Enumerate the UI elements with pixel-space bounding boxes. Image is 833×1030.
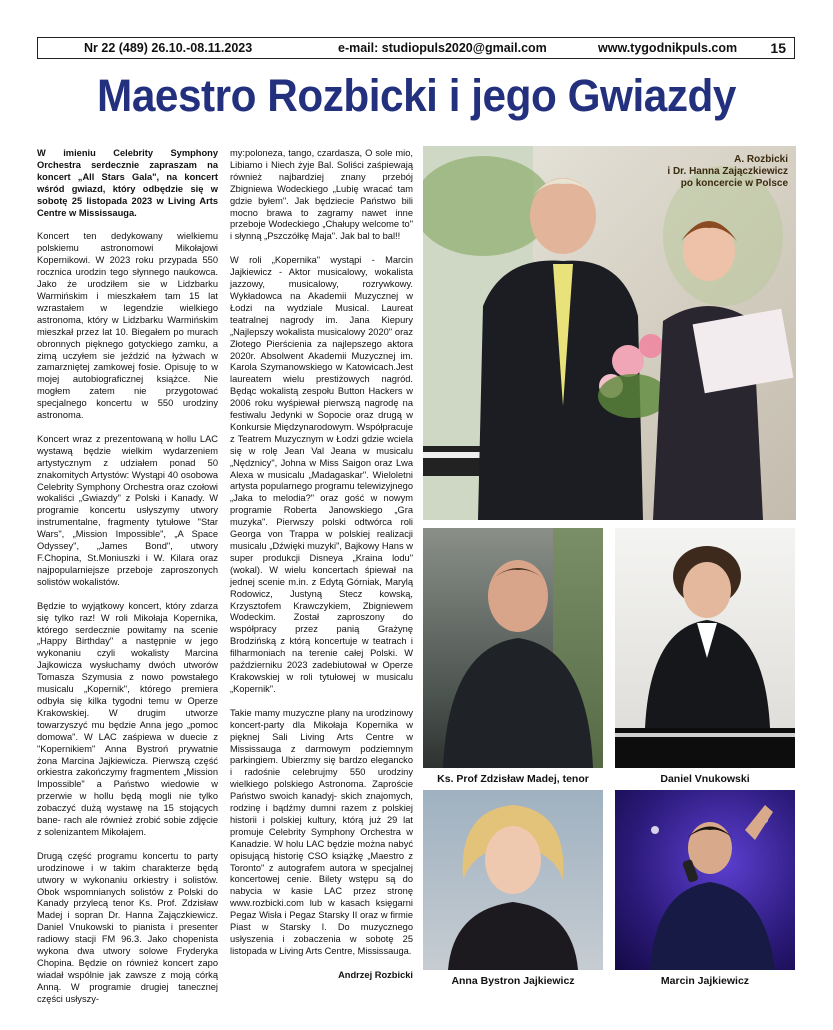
- main-photo: [423, 146, 796, 520]
- caption-anna: Anna Bystron Jajkiewicz: [451, 975, 575, 987]
- photo-anna: [423, 790, 603, 970]
- lead-paragraph: W imieniu Celebrity Symphony Orchestra serdecznie zapraszam na koncert „All Stars Gala", na koncert wśród gwiazd, który odbędzie się w sobotę 25 listopada 2023 w Living Arts Centre w Mississauga.: [37, 148, 218, 218]
- caption-vnukowski: Daniel Vnukowski: [660, 773, 750, 785]
- website-link[interactable]: www.tygodnikpuls.com: [598, 41, 738, 55]
- paragraph: W roli „Kopernika" wystąpi - Marcin Jajkiewicz - Aktor musicalowy, wokalista jazzowy, musicalowy, rozrywkowy. Wykładowca na Akademii Muzycznej w Łodzi na wydziale Musical. Laureat teatralnej nagrody im. Jana Kiepury „Najlepszy wokalista musicalowy 2020" oraz Złotego Pierścienia za najlepszego aktora 2020r. Absolwent Akademii Muzycznej im. Karola Szymanowskiego w Katowicach.Jest laureatem wielu prestiżowych nagród. Będąc wokalistą zespołu Button Hackers w 2006 roku wyśpiewał pierwszą nagrodę na festiwalu Jedynki w Sopocie oraz drugą w Konkursie Międzynarodowym. Współpracuje z Teatrem Muzycznym w Łodzi gdzie wciela się w rolę Jean Val Jeana w musicalu „Nędznicy", Johna w Miss Saigon oraz Lwa Alexa w musicalu „Madagaskar". Wieloletni artysta popularnego programu telewizyjnego „Jaka to melodia?" oraz gość w nowym programie Roberta Janowskiego „Gra muzyka". Pierwszy polski odtwórca roli Georga von Trappa w polskiej realizacji musicalu „Dźwięki muzyki", Bajkowy Hans w super produkcji Disneya „Kraina lodu" (wokal). W wielu koncertach śpiewał na jednej scenie m.in. z Edytą Górniak, Marylą Rodowicz, Justyną Stecz kowską, Krzysztofem Krawczykiem, Zbigniewem Wodeckim. Został zaproszony do współpracy przez panią Grażynę Brodzińską z którą koncertuje w teatrach i filharmoniach na terenie całej Polski. W październiku 2023 zadebiutował w Operze Krakowskiej w roli tytułowej w musicalu „Kopernik".: [230, 255, 413, 694]
- issue-number: Nr 22 (489) 26.10.-08.11.2023: [84, 41, 253, 55]
- paragraph: my:poloneza, tango, czardasza, O sole mio, Libiamo i Niech żyje Bal. Soliści zaśpiewają również najbardziej znany przebój Zbigniewa Wodeckiego „Lubię wracać tam gdzie byłem". Jak będziecie Państwo bili mocno brawa to zagramy nawet inne przeboje Wodeckiego „Chałupy welcome to" i słynną „Pszczółkę Maja". Jak bal to bal!!: [230, 148, 413, 242]
- photo-madej: [423, 528, 603, 768]
- text-column-2: [230, 148, 413, 982]
- caption-line: po koncercie w Polsce: [680, 178, 788, 189]
- paragraph: Koncert wraz z prezentowaną w hollu LAC wystawą będzie wielkim wydarzeniem artystycznym z udziałem ponad 50 znakomitych Artystów: Wystąpi 40 osobowa Celebrity Symphony Orchestra oraz czołowi wokaliści „Gwiazdy" z Polski i Kanady. W programie koncertu usłyszymy utwory instrumentalne, fragmenty tytułowe "Star Wars", „Mission Impossible", „A Space Odyssey", „James Bond", utwory F.Chopina, St.Moniuszki i W. Kilara oraz najpopularniejsze przeboje zaproszonych solistów wokalistów.: [37, 433, 218, 587]
- caption-marcin: Marcin Jajkiewicz: [660, 975, 750, 987]
- photo-marcin: [615, 790, 795, 970]
- page-header: [37, 37, 795, 59]
- article-title: Maestro Rozbicki i jego Gwiazdy: [97, 70, 736, 121]
- portrait-vnukowski: [615, 528, 795, 768]
- page-number: 15: [770, 40, 786, 56]
- main-photo-illustration: [423, 146, 796, 520]
- caption-line: i Dr. Hanna Zajączkiewicz: [667, 166, 788, 177]
- paragraph: Koncert ten dedykowany wielkiemu polskiemu astronomowi Mikołajowi Kopernikowi. W 2023 roku przypada 550 rocznica urodzin tego słynnego naukowca. Jako że urodziłem sie w Lidzbarku Warmińskim i mieszkałem tam 15 lat wzrastałem w legendzie wielkiego astronoma, który w Lidzbarku Warmińskim mieszkał przez lat 10. Biegałem po murach obronnych pięknego gotyckiego zamku, a zimą uczyłem sie jeździć na łyżwach w zamarzniętej zamkowej fosie. Opisuję to w mojej autobiograficznej książce. Nie mogłem zatem nie przygotować specjalnego koncertu w 550 urodziny astronoma.: [37, 231, 218, 421]
- text-column-1: [37, 148, 218, 1018]
- email-address[interactable]: e-mail: studiopuls2020@gmail.com: [338, 41, 547, 55]
- paragraph: Drugą część programu koncertu to party urodzinowe i w takim charakterze będą utwory w wykonaniu orkiestry i solistów. Obok wspomnianych solistów z Polski do Kanady przylecą tenor Ks. Prof. Zdzisław Madej i sopran Dr. Hanna Zajączkiewicz. Daniel Vnukowski to pianista i presenter radiowy stacji FM 96.3. Jako chopenista wykona dwa utwory solowe Fryderyka Chopina. Będzie on również koncert zapo wiadał wspólnie jak zawsze z moją córką Anną. W programie drugiej tanecznej części usłyszy-: [37, 850, 218, 1004]
- main-photo-caption: [667, 154, 788, 190]
- author-signature: Andrzej Rozbicki: [338, 969, 413, 980]
- portrait-madej: [423, 528, 603, 768]
- portrait-marcin: [615, 790, 795, 970]
- photo-vnukowski: [615, 528, 795, 768]
- paragraph: Będzie to wyjątkowy koncert, który zdarza się tylko raz! W roli Mikołaja Kopernika, którego serdecznie powitamy na scenie „Happy Birthday" a następnie w jego wykonaniu czyli wokalisty Marcina Jajkowicza wysłuchamy dwóch utworów Tomasza Szymusia z nowo powstałego musicalu „Kopernik", którego premiera odbyła się kilka tygodni temu w Operze Krakowskiej. W drugim utworze towarzyszyć mu będzie Anna jego „pomoc domowa". W LAC zaśpiewa w duecie z "Kopernikiem" Anna Bystroń prywatnie żona Marcina Jajkiewicza. Pierwszą część orkiestra zakończymy fragmentem „Mission Impossible" a Państwo wiedowie w przerwie w hollu będą mogli nie tylko zobaczyć dużą wystawę na 15 stojących bane- rach ale również zrobić sobie zdjęcie z solenizantem Mikołajem.: [37, 600, 218, 837]
- paragraph: Takie mamy muzyczne plany na urodzinowy koncert-party dla Mikołaja Kopernika w pięknej Sali Living Arts Centre w Mississauga z darmowym podziemnym parkingiem. Ubierzmy się bardzo elegancko i radośnie celebrujmy 550 urodziny wielkiego polskiego Astronoma. Zaproście Państwo swoich kanadyj- skich znajomych, rodzinę i bądźmy dumni razem z polskiej historii i polskiej kultury, którą już 29 lat promuje Celebrity Symphony Orchestra w Kanadzie. W holu LAC będzie można nabyć opisującą historię CSO książkę „Maestro z Toronto" z autografem autora w specjalnej koncertowej cenie. Bilety wstępu są do nabycia w kasie LAC przez stronę www.rozbicki.com lub w kasach księgarni Pegaz Wisła i Pegaz Starsky II oraz w firmie Piast w Starsky I. Do muzycznego usłyszenia i zobaczenia w sobotę 25 listopada w Living Arts Centre, Mississauga.: [230, 707, 413, 956]
- caption-madej: Ks. Prof Zdzisław Madej, tenor: [437, 773, 589, 785]
- portrait-anna: [423, 790, 603, 970]
- caption-line: A. Rozbicki: [734, 154, 788, 165]
